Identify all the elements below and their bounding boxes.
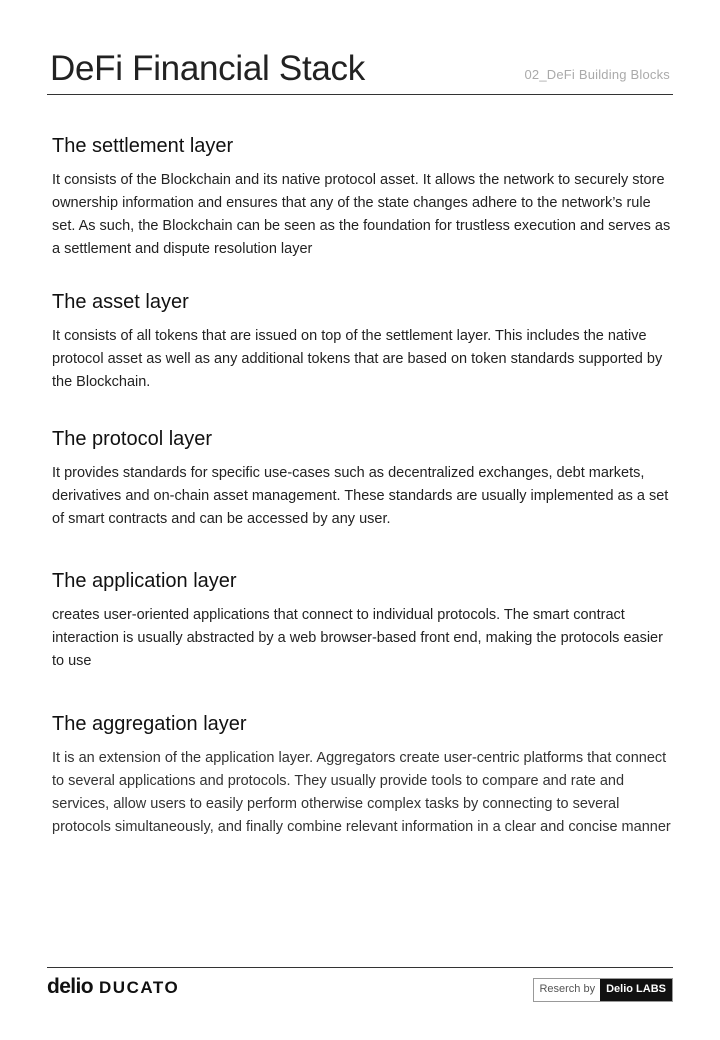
section-aggregation-layer (52, 711, 672, 839)
section-heading: The settlement layer (52, 135, 234, 157)
section-body: It consists of all tokens that are issued on top of the settlement layer. This includes the native protocol asset as well as any additional tokens that are based on token standards supported by the Blockchain. (52, 328, 663, 390)
section-heading: The application layer (52, 570, 237, 592)
logo-ducato: DUCATO (99, 978, 180, 997)
section-settlement-layer (52, 133, 672, 261)
section-body: It consists of the Blockchain and its native protocol asset. It allows the network to securely store ownership information and ensures that any of the state changes adhere to the network’s rule set. As such, the Blockchain can be seen as the foundation for trustless execution and serves as a settlement and dispute resolution layer (52, 172, 671, 257)
research-org-label: Delio LABS (600, 979, 672, 1001)
logo-delio: delio (47, 975, 94, 998)
page-title: DeFi Financial Stack (50, 49, 365, 88)
page-header (47, 48, 673, 95)
section-body: It is an extension of the application layer. Aggregators create user-centric platforms that connect to several applications and protocols. They usually provide tools to compare and rate and services, allow users to easily perform otherwise complex tasks by connecting to several protocols simultaneously, and finally combine relevant information in a clear and concise manner (52, 750, 671, 835)
section-heading: The asset layer (52, 291, 189, 313)
section-asset-layer (52, 289, 672, 394)
section-protocol-layer (52, 426, 672, 531)
section-application-layer (52, 568, 672, 673)
delio-ducato-logo (47, 975, 179, 1000)
section-body: creates user-oriented applications that connect to individual protocols. The smart contract interaction is usually abstracted by a web browser-based front end, making the protocols easier to use (52, 607, 663, 669)
research-by-label: Reserch by (534, 979, 600, 1001)
research-badge (533, 978, 673, 1002)
section-heading: The protocol layer (52, 428, 213, 450)
section-heading: The aggregation layer (52, 713, 247, 735)
page-subtitle: 02_DeFi Building Blocks (524, 67, 670, 82)
section-body: It provides standards for specific use-cases such as decentralized exchanges, debt markets, derivatives and on-chain asset management. These standards are usually implemented as a set of smart contracts and can be accessed by any user. (52, 465, 669, 527)
footer-divider (47, 967, 673, 968)
